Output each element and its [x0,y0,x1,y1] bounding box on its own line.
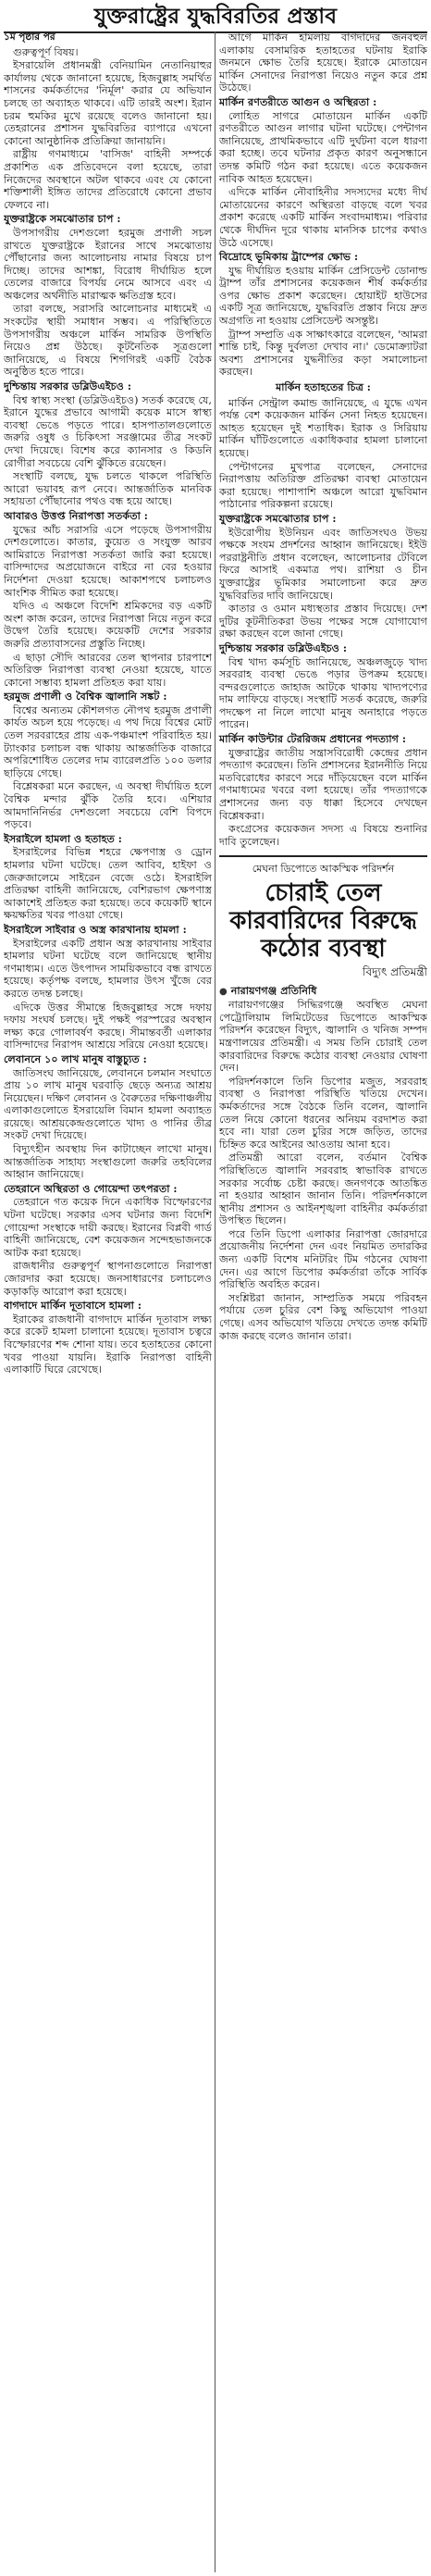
subheading: মার্কিন রণতরীতে আগুন ও অস্থিরতা : [219,94,377,108]
news-kicker: মেঘনা ডিপোতে আকস্মিক পরিদর্শন [252,863,395,876]
paragraph: ইসরাইলের একটি প্রধান অস্ত্র কারখানায় সাইবার হামলার ঘটনা ঘটেছে বলে জানিয়েছে স্থানীয় গণমাধ্যম। এতে উৎপাদন সাময়িকভাবে বন্ধ রাখতে হয়েছে। কর্তৃপক্ষ বলছে, হামলার উৎস খুঁজে বের করতে তদন্ত চলছে। [4,937,212,1000]
paragraph: কংগ্রেসের কয়েকজন সদস্য এ বিষয়ে শুনানির দাবি তুলেছেন। [219,823,427,848]
subheading: দুশ্চিন্তায় সরকার ডব্লিউএইচও : [219,641,347,654]
paragraph: বিদ্যুৎহীন অবস্থায় দিন কাটাচ্ছেন লাখো মানুষ। আন্তর্জাতিক সাহায্য সংস্থাগুলো জরুরি তহবিলের আহ্বান জানিয়েছে। [4,1143,212,1181]
subheading: যুক্তরাষ্ট্রকে সমঝোতার চাপ : [219,511,337,525]
subheading: হরমুজ প্রণালী ও বৈশ্বিক জ্বালানি সঙ্কট : [4,690,167,703]
paragraph: মার্কিন সেন্ট্রাল কমান্ড জানিয়েছে, এ যুদ্ধে এখন পর্যন্ত বেশ কয়েকজন মার্কিন সেনা নিহত হয়েছেন। আহত হয়েছেন দুই শতাধিক। ইরাক ও সিরিয়ায় মার্কিন ঘাঁটিগুলোতে একাধিকবার হামলা চালানো হয়েছে। [219,396,427,459]
paragraph: নারায়ণগঞ্জের সিদ্ধিরগঞ্জে অবস্থিত মেঘনা পেট্রোলিয়াম লিমিটেডের ডিপোতে আকস্মিক পরিদর্শন করেছেন বিদ্যুৎ, জ্বালানি ও খনিজ সম্পদ মন্ত্রণালয়ের প্রতিমন্ত্রী। এ সময় তিনি চোরাই তেল কারবারিদের বিরুদ্ধে কঠোর ব্যবস্থা নেওয়ার ঘোষণা দেন। [219,999,427,1075]
news-dateline: ● নারায়ণগঞ্জ প্রতিনিধি [219,985,427,999]
paragraph: এদিকে উত্তর সীমান্তে হিজবুল্লাহর সঙ্গে দফায় দফায় সংঘর্ষ চলছে। দুই পক্ষই পরস্পরের অবস্থান লক্ষ্য করে গোলাবর্ষণ করছে। সীমান্তবর্তী এলাকার বাসিন্দাদের নিরাপদ আশ্রয়ে সরিয়ে নেওয়া হয়েছে। [4,1001,212,1052]
subheading: মার্কিন কাউন্টার টেররিজম প্রধানের পদত্যাগ : [219,732,406,746]
paragraph: সংশ্লিষ্টরা জানান, সাম্প্রতিক সময়ে পরিবহন পর্যায়ে তেল চুরির বেশ কিছু অভিযোগ পাওয়া গেছে। এসব অভিযোগ খতিয়ে দেখতে তদন্ত কমিটি কাজ করছে বলেও জানান তারা। [219,1291,427,1342]
left-column [4,31,216,2572]
article-columns [4,31,427,2572]
subheading: ইসরাইলে হামলা ও হতাহত : [4,831,122,845]
paragraph: বিশ্বের অন্যতম কৌশলগত নৌপথ হরমুজ প্রণালী কার্যত অচল হয়ে পড়েছে। এ পথ দিয়ে বিশ্বের মোট তেল সরবরাহের প্রায় এক-পঞ্চমাংশ পরিবাহিত হয়। ট্যাংকার চলাচল বন্ধ থাকায় আন্তর্জাতিক বাজারে অপরিশোধিত তেলের দাম ব্যারেলপ্রতি ১০০ ডলার ছাড়িয়ে গেছে। [4,703,212,779]
paragraph: ইসরাইলের বিভিন্ন শহরে ক্ষেপণাস্ত্র ও ড্রোন হামলার ঘটনা ঘটেছে। তেল আবিব, হাইফা ও জেরুজালেমে সাইরেন বেজে ওঠে। ইসরাইলি প্রতিরক্ষা বাহিনী জানিয়েছে, বেশিরভাগ ক্ষেপণাস্ত্র আকাশেই প্রতিহত করা হয়েছে। তবে কয়েকটি স্থানে ক্ষয়ক্ষতির খবর পাওয়া গেছে। [4,846,212,922]
paragraph: বিশ্ব খাদ্য কর্মসূচি জানিয়েছে, অঞ্চলজুড়ে খাদ্য সরবরাহ ব্যবস্থা ভেঙে পড়ার উপক্রম হয়েছে। বন্দরগুলোতে জাহাজ আটকে থাকায় খাদ্যপণ্যের দাম লাফিয়ে বাড়ছে। সংস্থাটি সতর্ক করেছে, জরুরি পদক্ষেপ না নিলে লাখো মানুষ অনাহারে পড়তে পারেন। [219,655,427,731]
paragraph: যুক্তরাষ্ট্রের জাতীয় সন্ত্রাসবিরোধী কেন্দ্রের প্রধান পদত্যাগ করেছেন। তিনি প্রশাসনের ইরাননীতি নিয়ে মতবিরোধের কারণে সরে দাঁড়িয়েছেন বলে মার্কিন গণমাধ্যমের খবরে বলা হয়েছে। তাঁর পদত্যাগকে প্রশাসনের জন্য বড় ধাক্কা হিসেবে দেখছেন বিশ্লেষকরা। [219,746,427,822]
sidebar-news-box [219,855,427,1342]
paragraph: পেন্টাগনের মুখপাত্র বলেছেন, সেনাদের নিরাপত্তায় অতিরিক্ত প্রতিরক্ষা ব্যবস্থা মোতায়েন করা হয়েছে। পাশাপাশি অঞ্চলে আরো যুদ্ধবিমান পাঠানোর পরিকল্পনা রয়েছে। [219,460,427,511]
subheading: ইসরাইলে সাইবার ও অস্ত্র কারখানায় হামলা : [4,922,187,936]
paragraph: যদিও এ অঞ্চলে বিদেশি শ্রমিকদের বড় একটি অংশ কাজ করেন, তাদের নিরাপত্তা নিয়ে নতুন করে উদ্বেগ তৈরি হয়েছে। কয়েকটি দেশের সরকার জরুরি প্রত্যাবাসনের প্রস্তুতি নিচ্ছে। [4,600,212,650]
paragraph: এ ছাড়া সৌদি আরবের তেল স্থাপনার চারপাশে অতিরিক্ত নিরাপত্তা ব্যবস্থা নেওয়া হয়েছে, যাতে কোনো সম্ভাব্য হামলা প্রতিহত করা যায়। [4,651,212,689]
right-column [216,31,427,2572]
subheading: আবারও উত্তপ্ত নিরাপত্তা সতর্কতা : [4,508,148,522]
subheading: লেবাননে ১০ লাখ মানুষ বাস্তুচ্যুত : [4,1052,147,1065]
subheading: বিদ্রোহে ভূমিকায় ট্রাম্পের ক্ষোভ : [219,250,359,264]
paragraph: ট্রাম্প সম্প্রতি এক সাক্ষাৎকারে বলেছেন, 'আমরা শান্তি চাই, কিন্তু দুর্বলতা দেখাব না।' ডেমোক্র্যাটরা অবশ্য প্রশাসনের যুদ্ধনীতির কড়া সমালোচনা করছেন। [219,328,427,379]
paragraph: প্রতিমন্ত্রী আরো বলেন, বর্তমান বৈশ্বিক পরিস্থিতিতে জ্বালানি সরবরাহ স্বাভাবিক রাখতে সরকার সর্বোচ্চ চেষ্টা করছে। জনগণকে আতঙ্কিত না হওয়ার আহ্বান জানান তিনি। পরিদর্শনকালে স্থানীয় প্রশাসন ও আইনশৃঙ্খলা বাহিনীর কর্মকর্তারা উপস্থিত ছিলেন। [219,1151,427,1227]
paragraph: ইরাকের রাজধানী বাগদাদে মার্কিন দূতাবাস লক্ষ্য করে রকেট হামলা চালানো হয়েছে। দূতাবাস চত্বরে বিস্ফোরণের শব্দ শোনা যায়। তবে হতাহতের কোনো খবর পাওয়া যায়নি। ইরাকি নিরাপত্তা বাহিনী এলাকাটি ঘিরে রেখেছে। [4,1313,212,1376]
paragraph: ইউরোপীয় ইউনিয়ন এবং জাতিসংঘও উভয় পক্ষকে সংযম প্রদর্শনের আহ্বান জানিয়েছে। ইইউ পররাষ্ট্রনীতি প্রধান বলেছেন, আলোচনার টেবিলে ফিরে আসাই একমাত্র পথ। রাশিয়া ও চীন যুক্তরাষ্ট্রের ভূমিকার সমালোচনা করে দ্রুত যুদ্ধবিরতির দাবি জানিয়েছে। [219,526,427,602]
paragraph: ইসরায়েলি প্রধানমন্ত্রী বেনিয়ামিন নেতানিয়াহুর কার্যালয় থেকে জানানো হয়েছে, হিজবুল্লাহ সমর্থিত শাসনের কর্মকর্তাদের 'নির্মূল' করার যে অভিযান চলছে তা অব্যাহত থাকবে। এটি তারই অংশ। ইরান চরম হুমকির মুখে রয়েছে বলেও জানানো হয়। তেহরানের প্রশাসন যুদ্ধবিরতির ব্যাপারে এখনো কোনো আনুষ্ঠানিক প্রতিক্রিয়া জানায়নি। [4,59,212,147]
paragraph: তারা বলছে, সরাসরি আলোচনার মাধ্যমেই এ সংকটের স্থায়ী সমাধান সম্ভব। এ পরিস্থিতিতে উপসাগরীয় অঞ্চলে মার্কিন সামরিক উপস্থিতি নিয়েও প্রশ্ন উঠছে। কূটনৈতিক সূত্রগুলো জানিয়েছে, এ বিষয়ে শিগগিরই একটি বৈঠক অনুষ্ঠিত হতে পারে। [4,303,212,379]
paragraph: পরে তিনি ডিপো এলাকার নিরাপত্তা জোরদারে প্রয়োজনীয় নির্দেশনা দেন এবং নিয়মিত তদারকির জন্য একটি বিশেষ মনিটরিং টিম গঠনের ঘোষণা দেন। এর আগে ডিপোর কর্মকর্তারা তাঁকে সার্বিক পরিস্থিতি অবহিত করেন। [219,1227,427,1291]
continued-from-label: ১ম পৃষ্ঠার পর [4,31,55,43]
paragraph: সংস্থাটি বলছে, যুদ্ধ চলতে থাকলে পরিস্থিতি আরো ভয়াবহ রূপ নেবে। আন্তর্জাতিক মানবিক সহায়তা পৌঁছানোর পথও বন্ধ হয়ে আছে। [4,470,212,508]
paragraph: এদিকে মার্কিন নৌবাহিনীর সদস্যদের মধ্যে দীর্ঘ মোতায়েনের কারণে অস্থিরতা বাড়ছে বলে খবর প্রকাশ করেছে একটি মার্কিন সংবাদমাধ্যম। পরিবার থেকে দীর্ঘদিন দূরে থাকায় মানসিক চাপের কথাও উঠে এসেছে। [219,186,427,249]
article-headline: যুক্তরাষ্ট্রের যুদ্ধবিরতির প্রস্তাব [93,4,338,29]
paragraph: জাতিসংঘ জানিয়েছে, লেবাননে চলমান সংঘাতে প্রায় ১০ লাখ মানুষ ঘরবাড়ি ছেড়ে অন্যত্র আশ্রয় নিয়েছেন। দক্ষিণ লেবানন ও বৈরুতের দক্ষিণাঞ্চলীয় এলাকাগুলোতে ইসরায়েলি বিমান হামলা অব্যাহত রয়েছে। আশ্রয়কেন্দ্রগুলোতে খাদ্য ও পানির তীব্র সংকট দেখা দিয়েছে। [4,1066,212,1142]
subheading: যুক্তরাষ্ট্রকে সমঝোতার চাপ : [4,212,121,226]
subheading: তেহরানে অস্থিরতা ও গোয়েন্দা তৎপরতা : [4,1181,178,1195]
paragraph: গুরুত্বপূর্ণ বিষয়। [13,45,79,58]
paragraph: পরিদর্শনকালে তিনি ডিপোর মজুত, সরবরাহ ব্যবস্থা ও নিরাপত্তা পরিস্থিতি খতিয়ে দেখেন। কর্মকর্তাদের সঙ্গে বৈঠকে তিনি বলেন, জ্বালানি তেল নিয়ে কোনো ধরনের অনিয়ম বরদাশত করা হবে না। যারা তেল চুরির সঙ্গে জড়িত, তাদের চিহ্নিত করে আইনের আওতায় আনা হবে। [219,1075,427,1151]
subheading: বাগদাদে মার্কিন দূতাবাসে হামলা : [4,1299,142,1313]
paragraph: আগে মার্কিন হামলায় বাগদাদের জনবহুল এলাকায় বেসামরিক হতাহতের ঘটনায় ইরাকি জনমনে ক্ষোভ তৈরি হয়েছে। ইরাকে মোতায়েন মার্কিন সেনাদের নিরাপত্তা নিয়েও নতুন করে প্রশ্ন উঠেছে। [219,31,427,94]
paragraph: বিশ্ব স্বাস্থ্য সংস্থা (ডব্লিউএইচও) সতর্ক করেছে যে, ইরানে যুদ্ধের প্রভাবে আগামী কয়েক মাসে স্বাস্থ্য ব্যবস্থা ভেঙে পড়তে পারে। হাসপাতালগুলোতে জরুরি ওষুধ ও চিকিৎসা সরঞ্জামের তীব্র সংকট দেখা দিয়েছে। বিশেষ করে ক্যানসার ও কিডনি রোগীরা সবচেয়ে বেশি ঝুঁকিতে রয়েছেন। [4,393,212,469]
subheading: মার্কিন হতাহতের চিত্র : [276,380,371,394]
paragraph: যুদ্ধ দীর্ঘায়িত হওয়ায় মার্কিন প্রেসিডেন্ট ডোনাল্ড ট্রাম্প তাঁর প্রশাসনের কয়েকজন শীর্ষ কর্মকর্তার ওপর ক্ষোভ প্রকাশ করেছেন। হোয়াইট হাউসের একটি সূত্র জানিয়েছে, যুদ্ধবিরতি প্রস্তাব নিয়ে দ্রুত অগ্রগতি না হওয়ায় প্রেসিডেন্ট অসন্তুষ্ট। [219,264,427,328]
paragraph: রাষ্ট্রীয় গণমাধ্যমে 'বাসিজ' বাহিনী সম্পর্কে প্রকাশিত এক প্রতিবেদনে বলা হয়েছে, তারা নিজেদের অবস্থানে অটল থাকবে এবং যে কোনো শক্তিশালী ইঙ্গিত তাদের প্রতিরোধে কোনো প্রভাব ফেলবে না। [4,148,212,211]
paragraph: তেহরানে গত কয়েক দিনে একাধিক বিস্ফোরণের ঘটনা ঘটেছে। সরকার এসব ঘটনার জন্য বিদেশি গোয়েন্দা সংস্থাকে দায়ী করছে। ইরানের বিপ্লবী গার্ড বাহিনী জানিয়েছে, বেশ কয়েকজন সন্দেহভাজনকে আটক করা হয়েছে। [4,1196,212,1259]
news-headline: চোরাই তেল কারবারিদের বিরুদ্ধে কঠোর ব্যবস্থা [229,879,417,963]
paragraph: লোহিত সাগরে মোতায়েন মার্কিন একটি রণতরীতে আগুন লাগার ঘটনা ঘটেছে। পেন্টাগন জানিয়েছে, প্রাথমিকভাবে এটি দুর্ঘটনা বলে ধারণা করা হচ্ছে। তবে ঘটনার প্রকৃত কারণ অনুসন্ধানে তদন্ত কমিটি গঠন করা হয়েছে। এতে কয়েকজন নাবিক আহত হয়েছেন। [219,109,427,185]
paragraph: যুদ্ধের আঁচ সরাসরি এসে পড়েছে উপসাগরীয় দেশগুলোতে। কাতার, কুয়েত ও সংযুক্ত আরব আমিরাতে নিরাপত্তা সতর্কতা জারি করা হয়েছে। বাসিন্দাদের অপ্রয়োজনে বাইরে না বের হওয়ার নির্দেশনা দেওয়া হয়েছে। আকাশপথে চলাচলও আংশিক সীমিত করা হয়েছে। [4,523,212,599]
paragraph: রাজধানীর গুরুত্বপূর্ণ স্থাপনাগুলোতে নিরাপত্তা জোরদার করা হয়েছে। জনসাধারণের চলাচলেও কড়াকড়ি আরোপ করা হয়েছে। [4,1260,212,1298]
subheading: দুশ্চিন্তায় সরকার ডব্লিউএইচও : [4,380,131,393]
news-subline: বিদ্যুৎ প্রতিমন্ত্রী [363,965,427,978]
paragraph: কাতার ও ওমান মধ্যস্থতার প্রস্তাব দিয়েছে। দেশ দুটির কূটনীতিকরা উভয় পক্ষের সঙ্গে যোগাযোগ রক্ষা করছেন বলে জানা গেছে। [219,603,427,641]
paragraph: বিশ্লেষকরা মনে করছেন, এ অবস্থা দীর্ঘায়িত হলে বৈশ্বিক মন্দার ঝুঁকি তৈরি হবে। এশিয়ার আমদানিনির্ভর দেশগুলো সবচেয়ে বেশি বিপদে পড়বে। [4,780,212,831]
paragraph: উপসাগরীয় দেশগুলো হরমুজ প্রণালী সচল রাখতে যুক্তরাষ্ট্রকে ইরানের সাথে সমঝোতায় পৌঁছানোর জন্য আলোচনায় নামার বিষয়ে চাপ দিচ্ছে। তাদের আশঙ্কা, বিরোধ দীর্ঘায়িত হলে তেলের বাজারে বিপর্যয় নেমে আসবে এবং এ অঞ্চলের অর্থনীতি মারাত্মক ক্ষতিগ্রস্ত হবে। [4,226,212,302]
